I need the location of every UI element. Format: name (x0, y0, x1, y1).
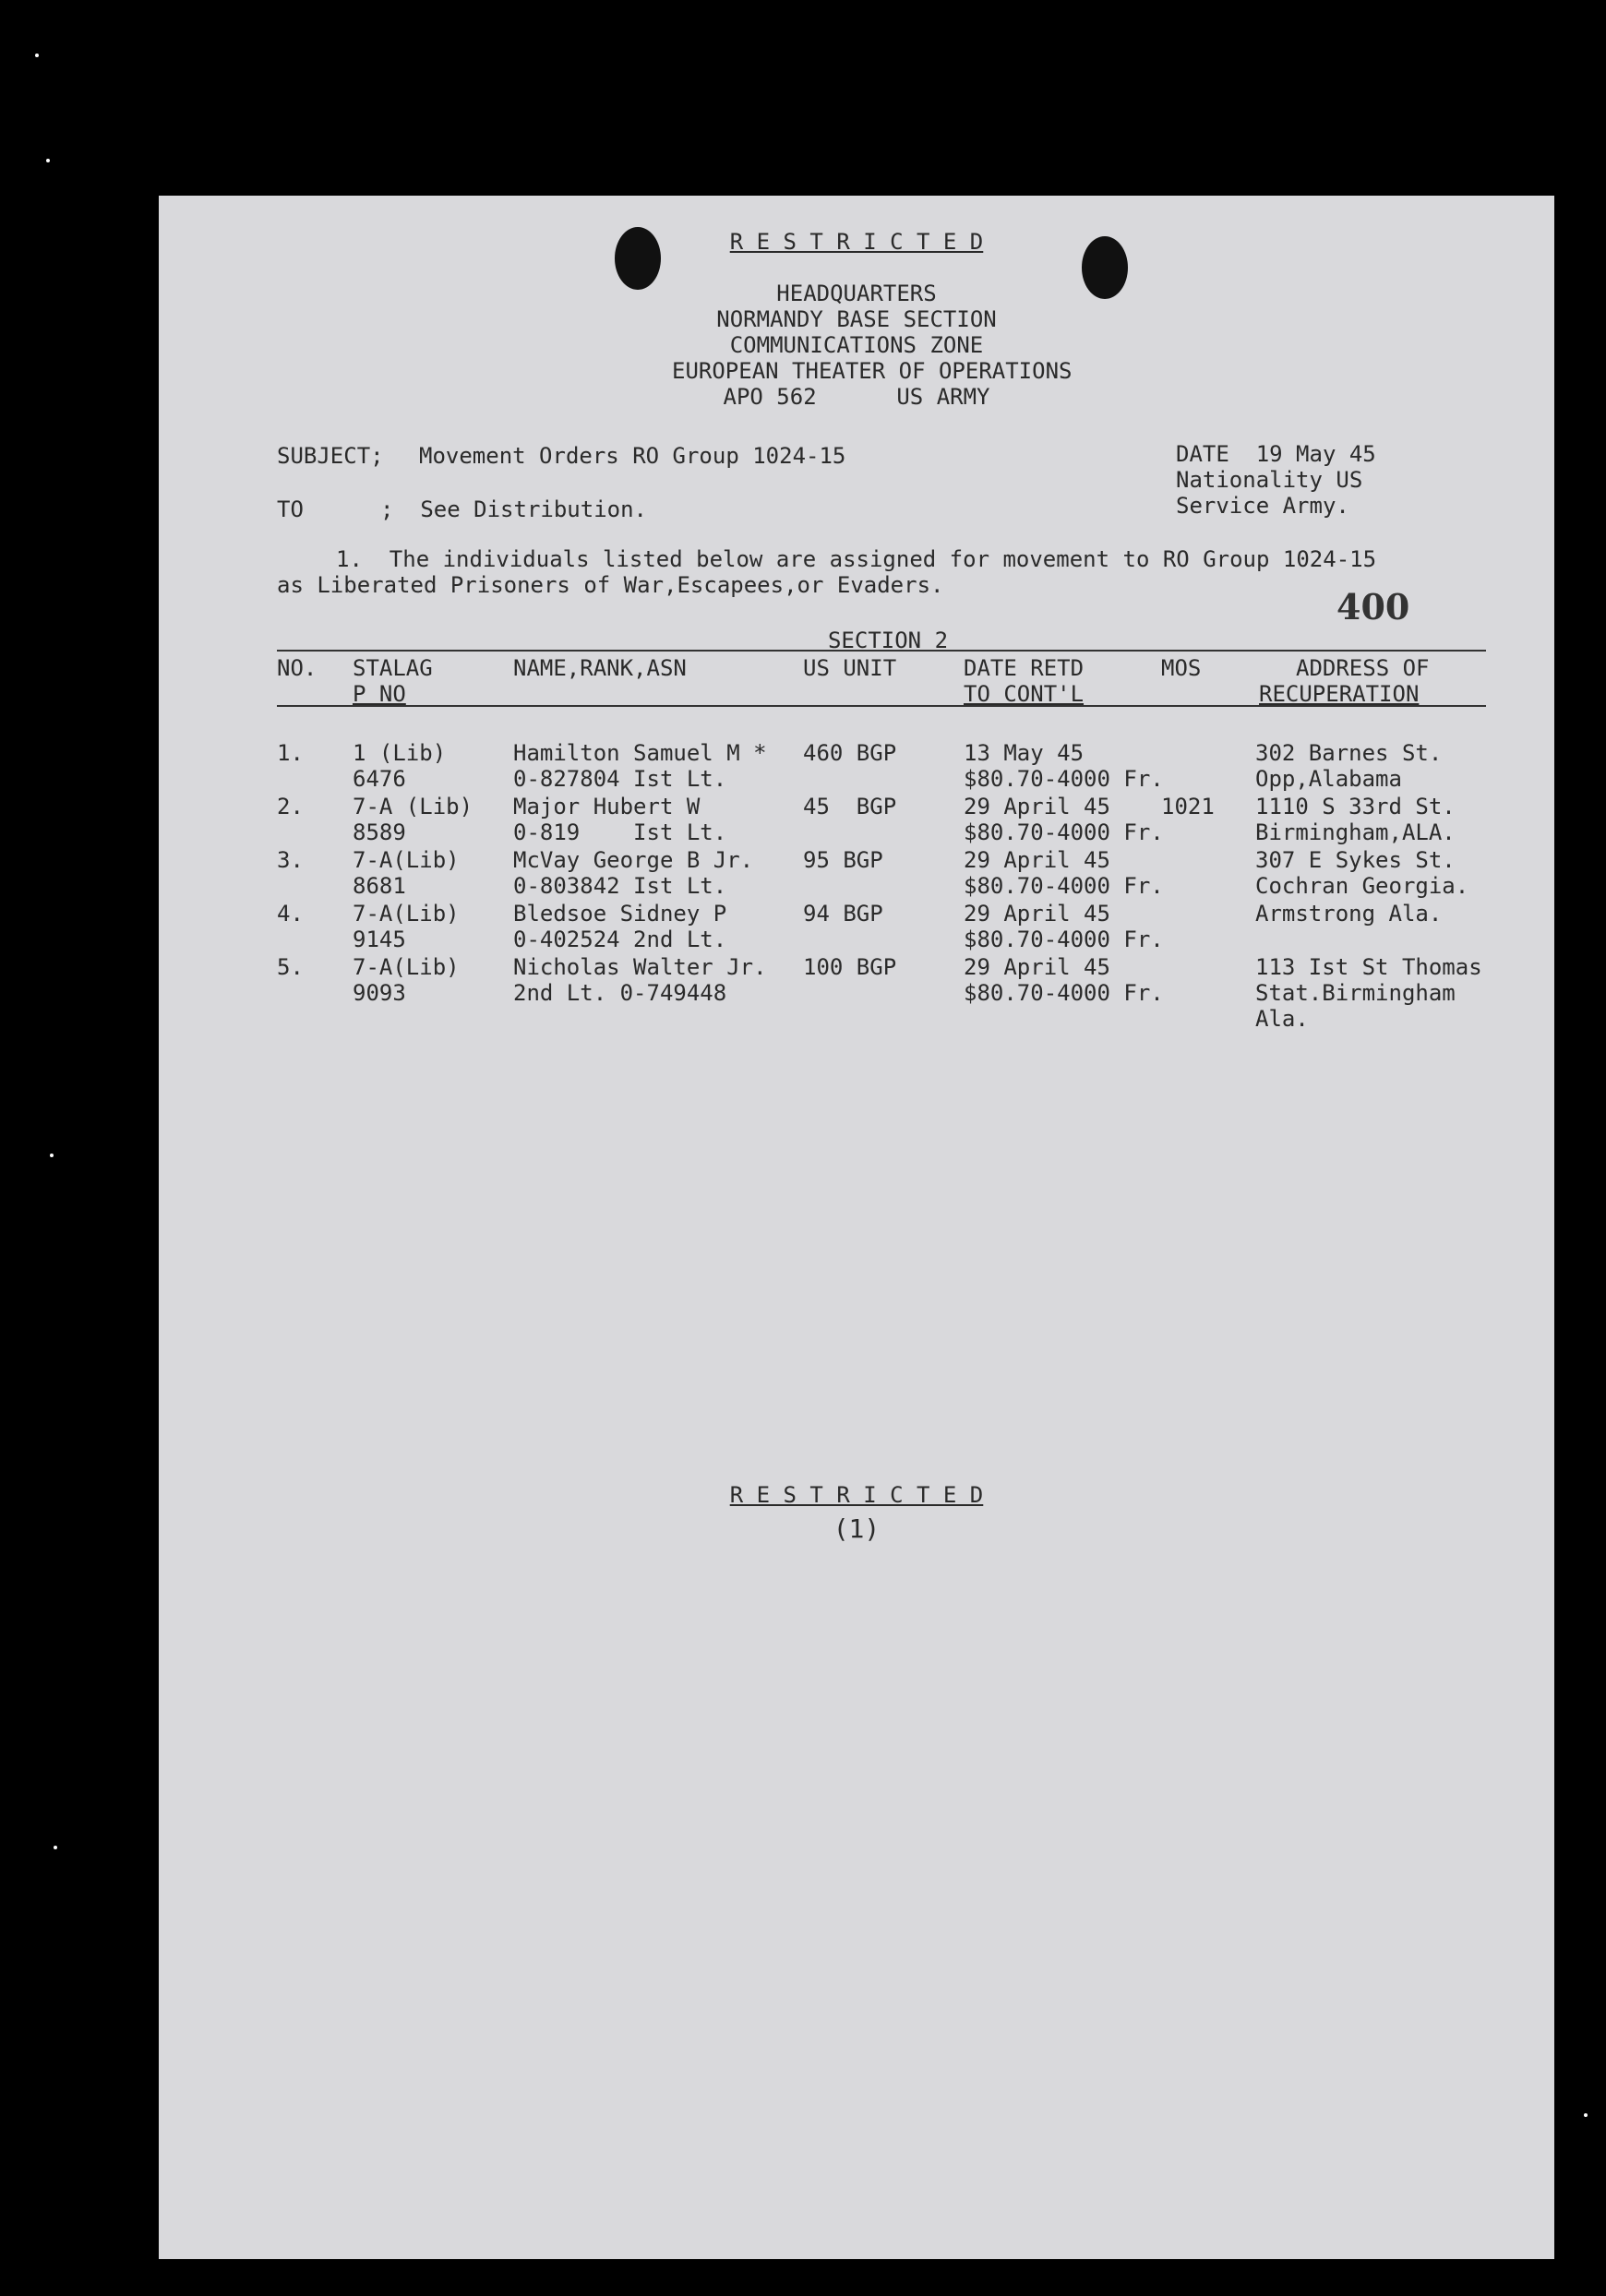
cell-address: Armstrong Ala. (1255, 901, 1443, 927)
scan-speck (35, 54, 39, 57)
subject-label: SUBJECT; (277, 443, 384, 469)
paragraph-line: as Liberated Prisoners of War,Escapees,or Evaders. (277, 572, 944, 598)
cell-pay: $80.70-4000 Fr. (964, 873, 1164, 899)
col-header-pno: P NO (353, 681, 406, 707)
cell-pno: 9145 (353, 927, 406, 952)
org-line: NORMANDY BASE SECTION (716, 306, 997, 332)
scan-speck (54, 1846, 57, 1849)
nationality-line: Nationality US (1176, 467, 1363, 493)
cell-asn: 0-819 Ist Lt. (513, 819, 727, 845)
cell-pno: 9093 (353, 980, 406, 1006)
cell-asn: 0-402524 2nd Lt. (513, 927, 727, 952)
service-line: Service Army. (1176, 493, 1349, 519)
cell-pno: 6476 (353, 766, 406, 792)
col-header-address-2: RECUPERATION (1259, 681, 1420, 707)
paragraph-line: 1. The individuals listed below are assigned for movement to RO Group 1024-15 (336, 546, 1377, 572)
cell-pno: 8589 (353, 819, 406, 845)
cell-address: 113 Ist St Thomas (1255, 954, 1482, 980)
cell-asn: 0-827804 Ist Lt. (513, 766, 727, 792)
org-line: EUROPEAN THEATER OF OPERATIONS (672, 358, 1073, 384)
cell-no: 4. (277, 901, 304, 927)
cell-unit: 460 BGP (803, 740, 897, 766)
date-line: DATE 19 May 45 (1176, 441, 1376, 467)
section-title: SECTION 2 (827, 628, 949, 653)
cell-address: Opp,Alabama (1255, 766, 1402, 792)
cell-name: McVay George B Jr. (513, 847, 754, 873)
cell-asn: 2nd Lt. 0-749448 (513, 980, 727, 1006)
scan-speck (46, 159, 50, 162)
col-header-mos: MOS (1161, 655, 1202, 681)
page-number: (1) (833, 1513, 881, 1544)
cell-pno: 8681 (353, 873, 406, 899)
document-page (159, 196, 1554, 2259)
cell-no: 5. (277, 954, 304, 980)
cell-address: 1110 S 33rd St. (1255, 794, 1456, 819)
classification-bottom: R E S T R I C T E D (729, 1482, 984, 1508)
cell-date: 13 May 45 (964, 740, 1085, 766)
col-header-date-2: TO CONT'L (964, 681, 1085, 707)
cell-unit: 95 BGP (803, 847, 883, 873)
cell-no: 2. (277, 794, 304, 819)
table-top-rule (277, 650, 1486, 652)
scan-speck (1584, 2113, 1588, 2117)
subject-text: Movement Orders RO Group 1024-15 (419, 443, 846, 469)
col-header-name: NAME,RANK,ASN (513, 655, 687, 681)
cell-address: Ala. (1255, 1006, 1309, 1032)
cell-address: Stat.Birmingham (1255, 980, 1456, 1006)
col-header-stalag: STALAG (353, 655, 433, 681)
org-line: COMMUNICATIONS ZONE (729, 332, 984, 358)
col-header-no: NO. (277, 655, 318, 681)
col-header-address: ADDRESS OF (1296, 655, 1430, 681)
cell-pay: $80.70-4000 Fr. (964, 980, 1164, 1006)
cell-pay: $80.70-4000 Fr. (964, 819, 1164, 845)
cell-unit: 45 BGP (803, 794, 897, 819)
org-line: HEADQUARTERS (776, 281, 937, 306)
col-header-unit: US UNIT (803, 655, 897, 681)
punch-hole-right (1082, 236, 1128, 299)
cell-date: 29 April 45 (964, 847, 1110, 873)
cell-no: 1. (277, 740, 304, 766)
cell-pay: $80.70-4000 Fr. (964, 927, 1164, 952)
cell-stalag: 7-A(Lib) (353, 901, 460, 927)
cell-stalag: 7-A (Lib) (353, 794, 473, 819)
table-bottom-rule (277, 705, 1486, 707)
cell-date: 29 April 45 (964, 794, 1110, 819)
to-label: TO (277, 496, 304, 522)
cell-address: Birmingham,ALA. (1255, 819, 1456, 845)
cell-address: 307 E Sykes St. (1255, 847, 1456, 873)
cell-asn: 0-803842 Ist Lt. (513, 873, 727, 899)
org-line: APO 562 US ARMY (723, 384, 990, 410)
cell-mos: 1021 (1161, 794, 1215, 819)
to-text: ; See Distribution. (380, 496, 647, 522)
punch-hole-left (615, 227, 661, 290)
cell-no: 3. (277, 847, 304, 873)
cell-unit: 100 BGP (803, 954, 897, 980)
cell-date: 29 April 45 (964, 901, 1110, 927)
cell-date: 29 April 45 (964, 954, 1110, 980)
col-header-date: DATE RETD (964, 655, 1085, 681)
cell-stalag: 1 (Lib) (353, 740, 447, 766)
stamp-number: 400 (1336, 586, 1410, 628)
cell-stalag: 7-A(Lib) (353, 847, 460, 873)
cell-address: Cochran Georgia. (1255, 873, 1469, 899)
cell-name: Major Hubert W (513, 794, 701, 819)
scan-speck (50, 1154, 54, 1157)
cell-unit: 94 BGP (803, 901, 883, 927)
cell-stalag: 7-A(Lib) (353, 954, 460, 980)
classification-top: R E S T R I C T E D (729, 229, 984, 255)
cell-name: Bledsoe Sidney P (513, 901, 727, 927)
cell-name: Hamilton Samuel M * (513, 740, 767, 766)
cell-address: 302 Barnes St. (1255, 740, 1443, 766)
cell-pay: $80.70-4000 Fr. (964, 766, 1164, 792)
cell-name: Nicholas Walter Jr. (513, 954, 767, 980)
